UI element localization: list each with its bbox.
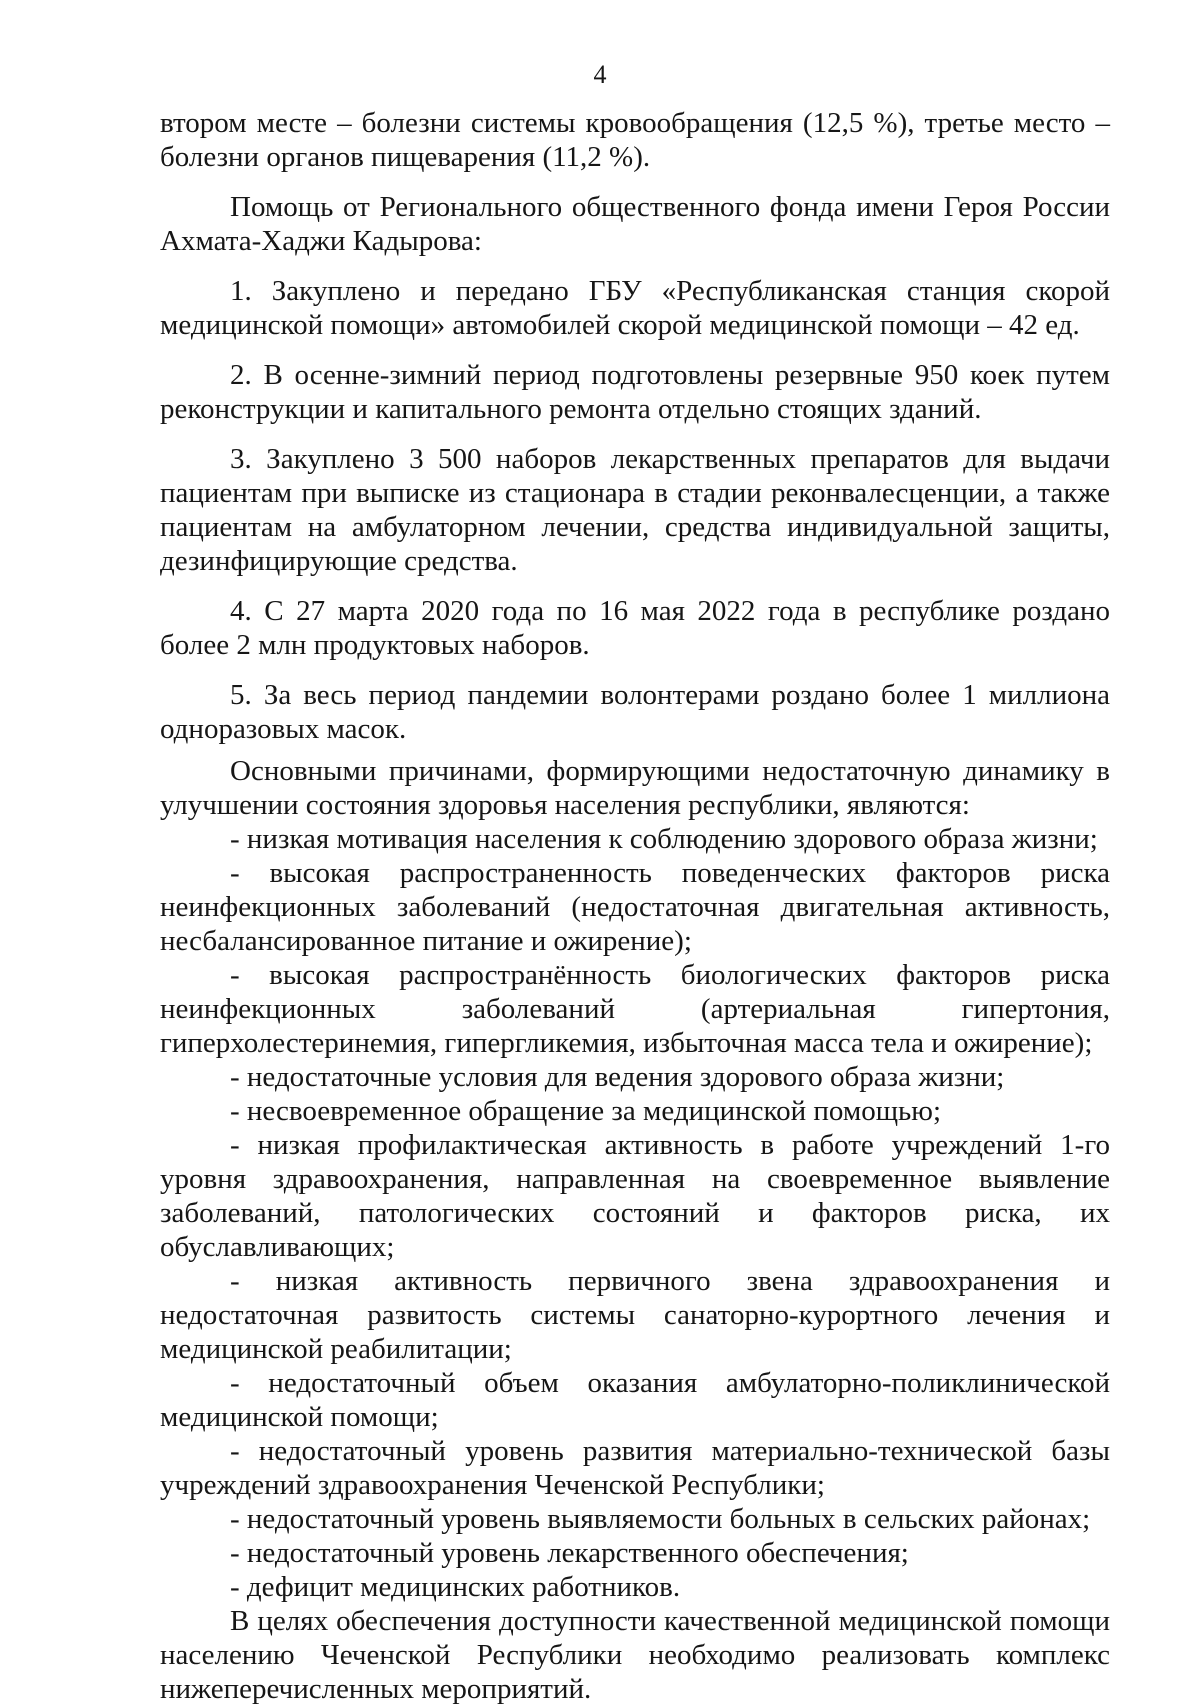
paragraph-item-4: 4. С 27 марта 2020 года по 16 мая 2022 года в республике роздано более 2 млн продуктовых наборов.	[160, 595, 1110, 661]
list-item-cause: - низкая активность первичного звена здравоохранения и недостаточная развитость системы санаторно-курортного лечения и медицинской реабилитации;	[160, 1265, 1110, 1365]
list-item-cause: - дефицит медицинских работников.	[230, 1571, 681, 1603]
document-body	[160, 106, 1110, 1706]
paragraph-item-3: 3. Закуплено 3 500 наборов лекарственных препаратов для выдачи пациентам при выписке из стационара в стадии реконвалесценции, а также пациентам на амбулаторном лечении, средства индивидуальной защиты, дезинфицирующие средства.	[160, 443, 1110, 577]
list-item-cause: - несвоевременное обращение за медицинской помощью;	[230, 1095, 942, 1127]
paragraph-conclusion: В целях обеспечения доступности качественной медицинской помощи населению Чеченской Республики необходимо реализовать комплекс нижеперечисленных мероприятий.	[160, 1605, 1110, 1705]
list-item-cause: - низкая мотивация населения к соблюдению здорового образа жизни;	[230, 823, 1098, 855]
page-number: 4	[593, 60, 607, 89]
list-item-cause: - недостаточный уровень лекарственного обеспечения;	[230, 1537, 909, 1569]
paragraph-item-5: 5. За весь период пандемии волонтерами роздано более 1 миллиона одноразовых масок.	[160, 679, 1110, 745]
paragraph-item-2: 2. В осенне-зимний период подготовлены резервные 950 коек путем реконструкции и капитального ремонта отдельно стоящих зданий.	[160, 359, 1110, 425]
list-item-cause: - высокая распространённость биологических факторов риска неинфекционных заболеваний (артериальная гипертония, гиперхолестеринемия, гипергликемия, избыточная масса тела и ожирение);	[160, 959, 1110, 1059]
list-item-cause: - высокая распространенность поведенческих факторов риска неинфекционных заболеваний (недостаточная двигательная активность, несбалансированное питание и ожирение);	[160, 857, 1110, 957]
paragraph-fund-help-intro: Помощь от Регионального общественного фонда имени Героя России Ахмата-Хаджи Кадырова:	[160, 191, 1110, 257]
list-item-cause: - недостаточный уровень выявляемости больных в сельских районах;	[230, 1503, 1091, 1535]
paragraph-item-1: 1. Закуплено и передано ГБУ «Республиканская станция скорой медицинской помощи» автомобилей скорой медицинской помощи – 42 ед.	[160, 275, 1110, 341]
list-item-cause: - низкая профилактическая активность в работе учреждений 1-го уровня здравоохранения, направленная на своевременное выявление заболеваний, патологических состояний и факторов риска, их обуславливающих;	[160, 1129, 1110, 1263]
paragraph-continuation: втором месте – болезни системы кровообращения (12,5 %), третье место – болезни органов пищеварения (11,2 %).	[160, 107, 1110, 173]
list-item-cause: - недостаточный объем оказания амбулаторно-поликлинической медицинской помощи;	[160, 1367, 1110, 1433]
paragraph-causes-intro: Основными причинами, формирующими недостаточную динамику в улучшении состояния здоровья населения республики, являются:	[160, 755, 1110, 821]
list-item-cause: - недостаточные условия для ведения здорового образа жизни;	[230, 1061, 1005, 1093]
list-item-cause: - недостаточный уровень развития материально-технической базы учреждений здравоохранения Чеченской Республики;	[160, 1435, 1110, 1501]
